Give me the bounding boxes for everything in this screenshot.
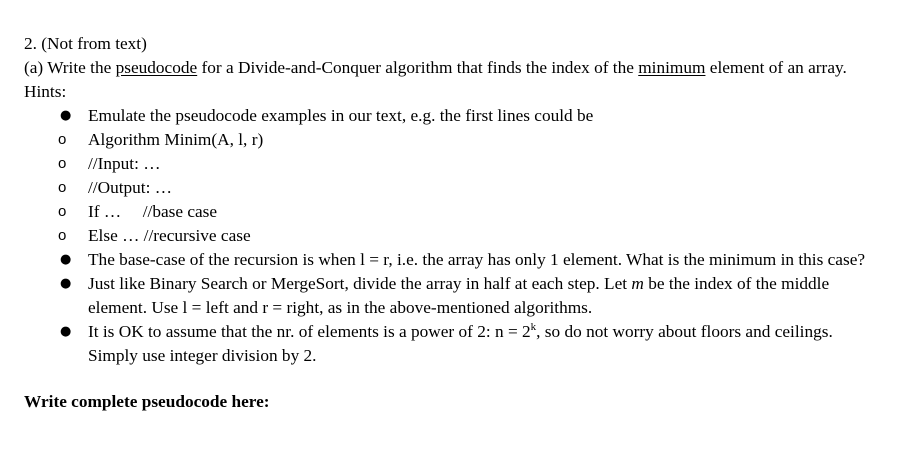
part-a-prompt xyxy=(24,56,886,104)
outline-text: //Output: … xyxy=(88,178,173,197)
outline-item-recursive-case xyxy=(24,224,886,248)
hints-list-continued xyxy=(24,248,886,368)
exponent-k: k xyxy=(530,321,537,334)
sub-bullet-icon: o xyxy=(58,203,67,220)
outline-text: //Input: … xyxy=(88,154,161,173)
outline-item-input xyxy=(24,152,886,176)
sub-bullet-icon: o xyxy=(58,131,67,148)
outline-text: If … //base case xyxy=(88,202,218,221)
outline-text: Algorithm Minim(A, l, r) xyxy=(88,130,264,149)
part-a-prefix: (a) Write the xyxy=(24,58,116,77)
outline-item-output xyxy=(24,176,886,200)
blank-line xyxy=(24,368,886,390)
bullet-icon: ● xyxy=(60,108,72,123)
pseudocode-word: pseudocode xyxy=(115,58,198,77)
pseudocode-outline-list xyxy=(24,128,886,248)
hint-text xyxy=(88,274,829,317)
hint-item-emulate xyxy=(24,104,886,128)
hint-item-divide xyxy=(24,272,886,320)
hint-text-part: , so do not worry about floors and ceilings. Simply use integer division by 2. xyxy=(88,322,833,365)
bullet-icon: ● xyxy=(60,324,72,339)
hint-item-power-of-two xyxy=(24,320,886,368)
hint-text-part: be the index of the middle element. Use l = left and r = right, as in the above-mentioned algorithms. xyxy=(88,274,830,317)
hints-list xyxy=(24,104,886,128)
outline-item-base-case xyxy=(24,200,886,224)
hint-text-part: Just like Binary Search or MergeSort, divide the array in half at each step. Let xyxy=(88,274,632,293)
hint-text: The base-case of the recursion is when l = r, i.e. the array has only 1 element. What is the minimum in this case? xyxy=(88,250,866,269)
outline-text: Else … //recursive case xyxy=(88,226,251,245)
bullet-icon: ● xyxy=(60,252,72,267)
part-a-suffix: element of an array. Hints: xyxy=(24,58,847,101)
part-a-middle: for a Divide-and-Conquer algorithm that finds the index of the xyxy=(197,58,639,77)
variable-m: m xyxy=(631,274,644,293)
hint-text: Emulate the pseudocode examples in our text, e.g. the first lines could be xyxy=(88,106,594,125)
write-prompt: Write complete pseudocode here: xyxy=(24,392,270,411)
bullet-icon: ● xyxy=(60,276,72,291)
hint-item-base-case xyxy=(24,248,886,272)
problem-heading: 2. (Not from text) xyxy=(24,34,147,53)
document-body xyxy=(24,32,886,414)
hint-text-part: It is OK to assume that the nr. of elements is a power of 2: n = 2 xyxy=(88,322,531,341)
minimum-word: minimum xyxy=(638,58,706,77)
sub-bullet-icon: o xyxy=(58,227,67,244)
sub-bullet-icon: o xyxy=(58,155,67,172)
hint-text xyxy=(88,322,833,365)
sub-bullet-icon: o xyxy=(58,179,67,196)
outline-item-algorithm xyxy=(24,128,886,152)
